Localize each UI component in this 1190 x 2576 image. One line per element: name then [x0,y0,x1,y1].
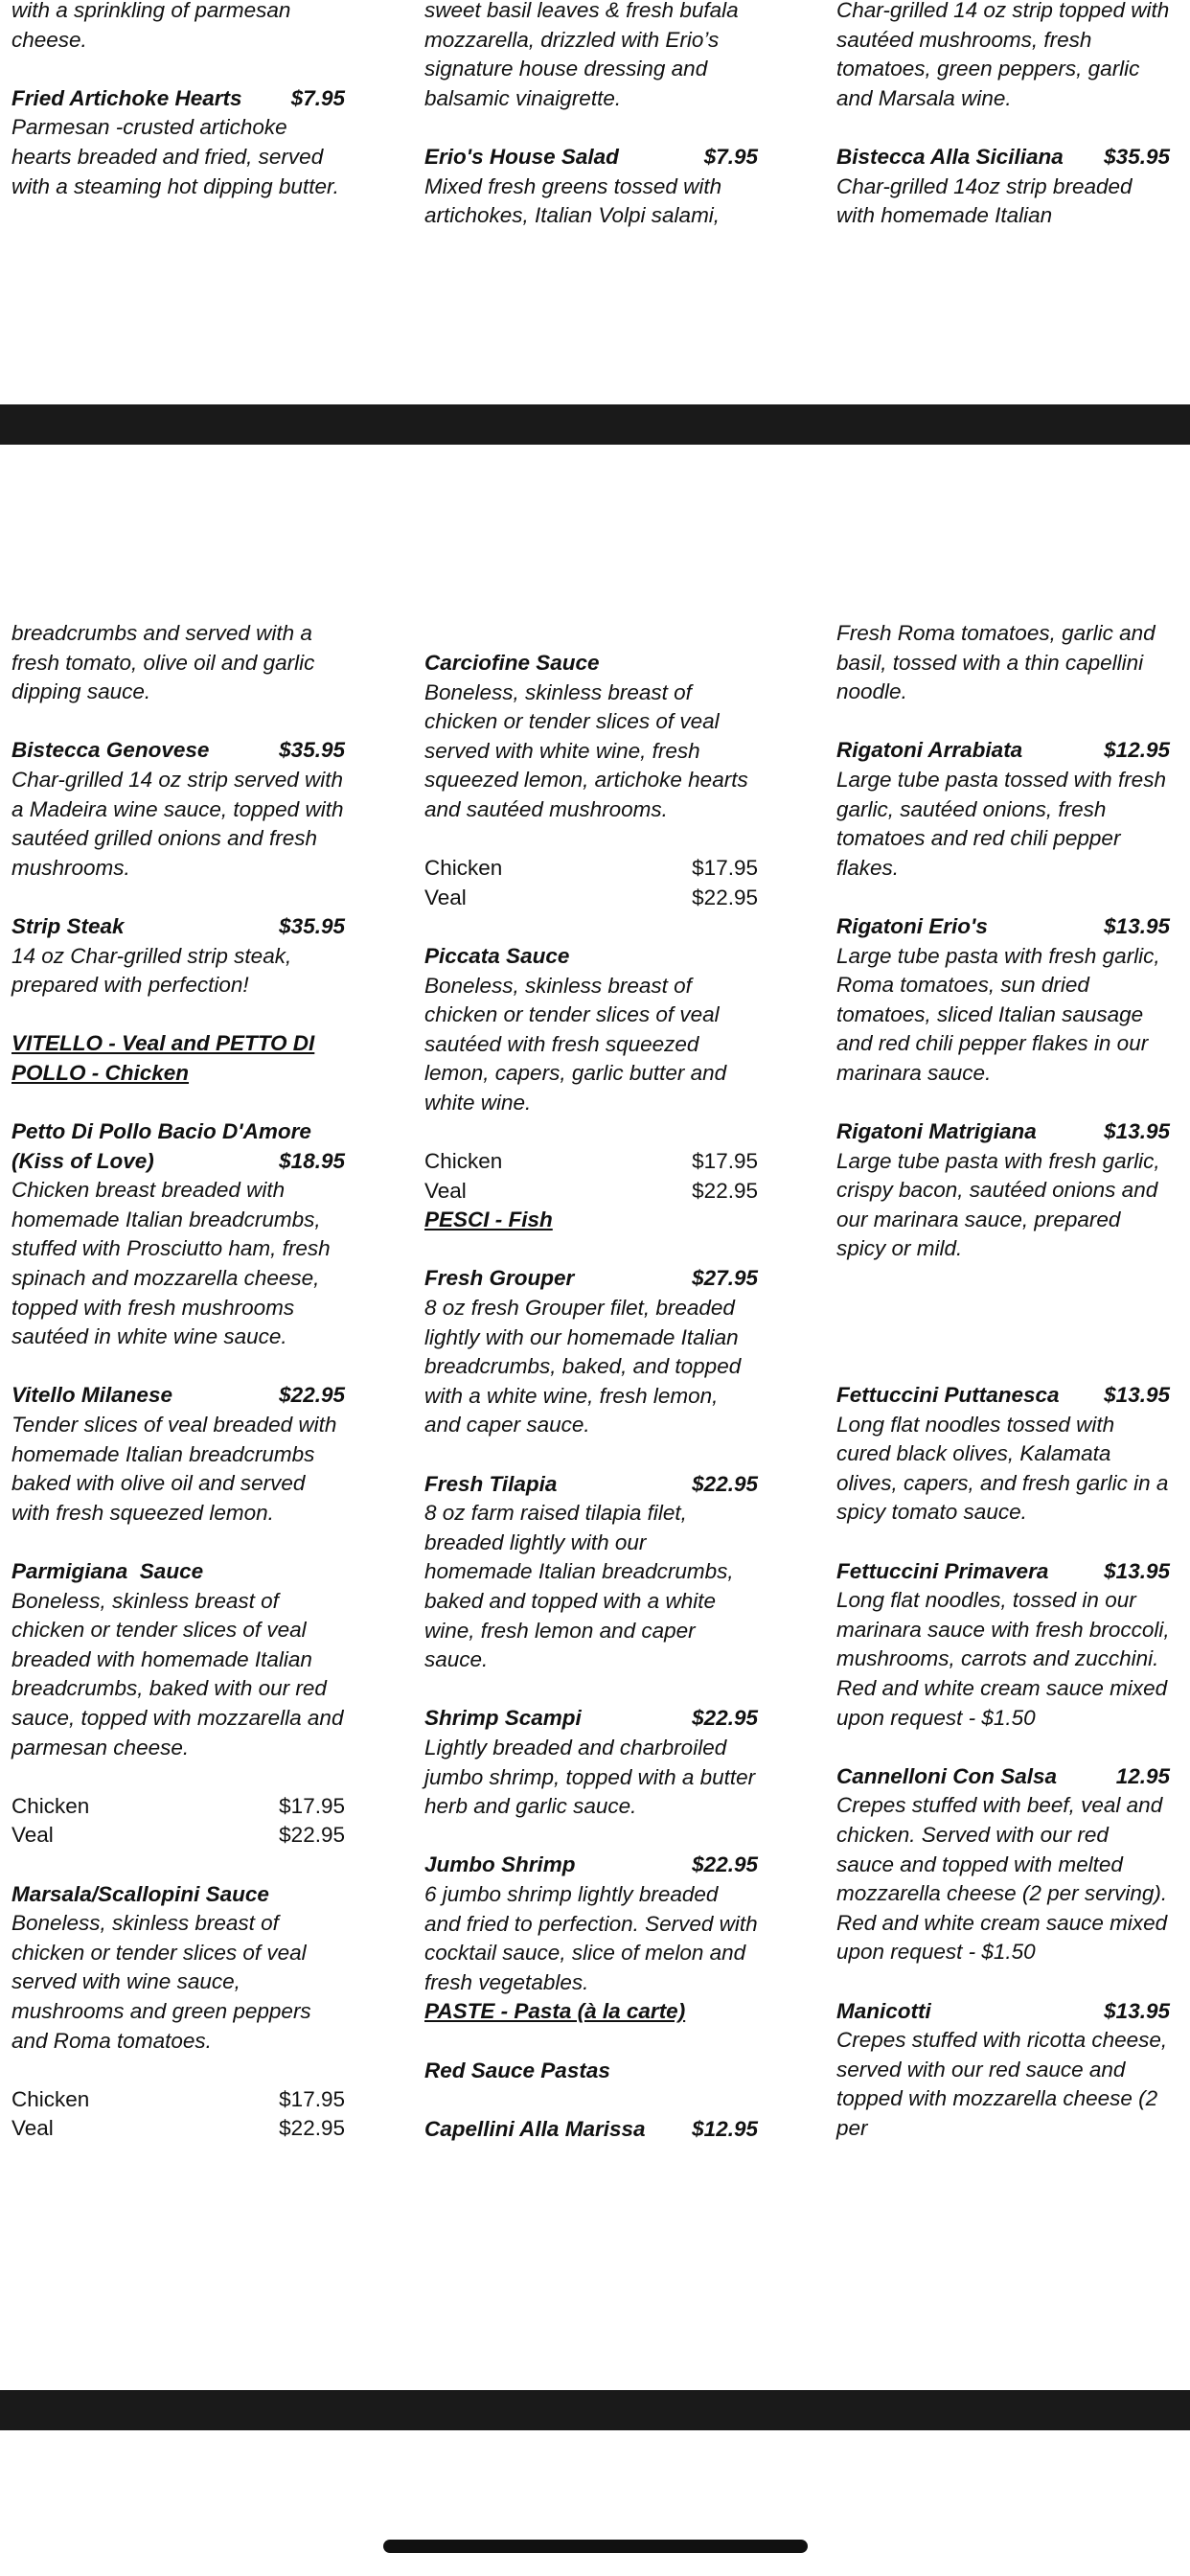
item-description: Tender slices of veal breaded with homemade Italian breadcrumbs baked with olive oil and served with fresh squeezed lemon. [11,1413,337,1525]
section-heading-paste: PASTE - Pasta (à la carte) [424,1999,686,2024]
menu-item-heading: Parmigiana Sauce [11,1559,204,1583]
price-row-veal: Veal $22.95 [11,1823,345,1848]
main-column-3 [836,619,1170,2173]
menu-item-heading: Rigatoni Erio's $13.95 [836,913,1170,938]
menu-item-heading: Fresh Grouper $27.95 [424,1266,758,1291]
menu-item-heading: Rigatoni Matrigiana $13.95 [836,1119,1170,1144]
item-description: Boneless, skinless breast of chicken or tender slices of veal sautéed with fresh squeezed lemon, capers, garlic butter and white wine. [424,973,727,1115]
menu-item-heading: Petto Di Pollo Bacio D'Amore (Kiss of Love) $18.95 [11,1119,345,1173]
price-row-chicken: Chicken $17.95 [424,856,758,881]
section-heading-vitello: VITELLO - Veal and PETTO DI POLLO - Chicken [11,1031,315,1085]
price-row-chicken: Chicken $17.95 [11,1793,345,1818]
item-description: Parmesan -crusted artichoke hearts breaded and fried, served with a steaming hot dipping butter. [11,115,339,198]
menu-item-heading: Capellini Alla Marissa $12.95 [424,2116,758,2141]
item-description: breadcrumbs and served with a fresh tomato, olive oil and garlic dipping sauce. [11,621,315,704]
page-divider-band [0,2390,1190,2430]
menu-item-heading: Erio's House Salad $7.95 [424,144,758,169]
item-description: Fresh Roma tomatoes, garlic and basil, tossed with a thin capellini noodle. [836,621,1156,704]
menu-item-heading: Fettuccini Primavera $13.95 [836,1558,1170,1583]
item-description: Chicken breast breaded with homemade Italian breadcrumbs, stuffed with Prosciutto ham, fresh spinach and mozzarella cheese, topped with fresh mushrooms sautéed in white wine sauce. [11,1178,331,1349]
item-description: Large tube pasta tossed with fresh garlic, sautéed onions, fresh tomatoes and red chili pepper flakes. [836,767,1166,880]
menu-item-heading: Cannelloni Con Salsa 12.95 [836,1763,1170,1788]
item-description: Crepes stuffed with ricotta cheese, served with our red sauce and topped with mozzarella cheese (2 per [836,2028,1168,2140]
item-description: Char-grilled 14 oz strip served with a Madeira wine sauce, topped with sautéed grilled onions and fresh mushrooms. [11,767,344,880]
item-description: Long flat noodles, tossed in our marinara sauce with fresh broccoli, mushrooms, carrots and zucchini. Red and white cream sauce mixed upon request - $1.50 [836,1588,1170,1730]
item-description: Lightly breaded and charbroiled jumbo shrimp, topped with a butter herb and garlic sauce. [424,1735,756,1819]
home-indicator-bar[interactable] [383,2540,808,2553]
price-row-chicken: Chicken $17.95 [424,1149,758,1174]
menu-item-heading: Manicotti $13.95 [836,1998,1170,2023]
section-heading-pesci: PESCI - Fish [424,1208,553,1232]
top-column-2 [424,0,758,260]
top-column-1 [11,0,345,231]
page-divider-band [0,404,1190,445]
item-description: Char-grilled 14 oz strip topped with sautéed mushrooms, fresh tomatoes, green peppers, garlic and Marsala wine. [836,0,1170,110]
price-row-veal: Veal $22.95 [424,1178,758,1203]
item-description: Mixed fresh greens tossed with artichokes, Italian Volpi salami, [424,173,722,228]
price-row-chicken: Chicken $17.95 [11,2086,345,2111]
menu-item-heading: Fettuccini Puttanesca $13.95 [836,1383,1170,1408]
item-description: Boneless, skinless breast of chicken or tender slices of veal served with wine sauce, mushrooms and green peppers and Roma tomatoes. [11,1911,311,2053]
menu-item-heading: Fresh Tilapia $22.95 [424,1471,758,1496]
menu-item-heading: Jumbo Shrimp $22.95 [424,1852,758,1877]
price-row-veal: Veal $22.95 [424,885,758,909]
menu-item-heading: Fried Artichoke Hearts $7.95 [11,85,345,110]
menu-item-heading: Vitello Milanese $22.95 [11,1383,345,1408]
item-description: sweet basil leaves & fresh bufala mozzarella, drizzled with Erio’s signature house dressing and balsamic vinaigrette. [424,0,739,110]
item-description: with a sprinkling of parmesan cheese. [11,0,291,52]
main-column-2 [424,649,758,2174]
price-row-veal: Veal $22.95 [11,2116,345,2141]
menu-item-heading: Rigatoni Arrabiata $12.95 [836,738,1170,763]
item-description: Crepes stuffed with beef, veal and chicken. Served with our red sauce and topped with melted mozzarella cheese (2 per serving). Red and white cream sauce mixed upon request - $1.50 [836,1793,1168,1965]
item-description: 14 oz Char-grilled strip steak, prepared with perfection! [11,943,292,998]
menu-item-heading: Carciofine Sauce [424,651,600,675]
item-description: Char-grilled 14oz strip breaded with homemade Italian [836,173,1133,228]
item-description: Long flat noodles tossed with cured black olives, Kalamata olives, capers, and fresh garlic in a spicy tomato sauce. [836,1412,1169,1525]
menu-item-heading: Bistecca Genovese $35.95 [11,738,345,763]
menu-item-heading: Bistecca Alla Siciliana $35.95 [836,144,1170,169]
top-column-3 [836,0,1170,260]
item-description: Large tube pasta with fresh garlic, crispy bacon, sautéed onions and our marinara sauce, prepared spicy or mild. [836,1148,1160,1261]
menu-item-heading: Piccata Sauce [424,943,570,968]
menu-item-heading: Marsala/Scallopini Sauce [11,1881,269,1906]
item-description: 8 oz farm raised tilapia filet, breaded lightly with our homemade Italian breadcrumbs, baked and topped with a white wine, fresh lemon and caper sauce. [424,1501,734,1672]
item-description: Large tube pasta with fresh garlic, Roma tomatoes, sun dried tomatoes, sliced Italian sausage and red chili pepper flakes in our marinara sauce. [836,943,1160,1085]
main-column-1 [11,619,345,2173]
item-description: 6 jumbo shrimp lightly breaded and fried to perfection. Served with cocktail sauce, slice of melon and fresh vegetables. [424,1881,758,1994]
subsection-heading: Red Sauce Pastas [424,2058,610,2082]
item-description: 8 oz fresh Grouper filet, breaded lightly with our homemade Italian breadcrumbs, baked, and topped with a white wine, fresh lemon, and caper sauce. [424,1296,742,1438]
menu-item-heading: Shrimp Scampi $22.95 [424,1706,758,1731]
item-description: Boneless, skinless breast of chicken or tender slices of veal served with white wine, fresh squeezed lemon, artichoke hearts and sautéed mushrooms. [424,679,748,821]
menu-item-heading: Strip Steak $35.95 [11,913,345,938]
item-description: Boneless, skinless breast of chicken or tender slices of veal breaded with homemade Italian breadcrumbs, baked with our red sauce, topped with mozzarella and parmesan cheese. [11,1588,344,1760]
